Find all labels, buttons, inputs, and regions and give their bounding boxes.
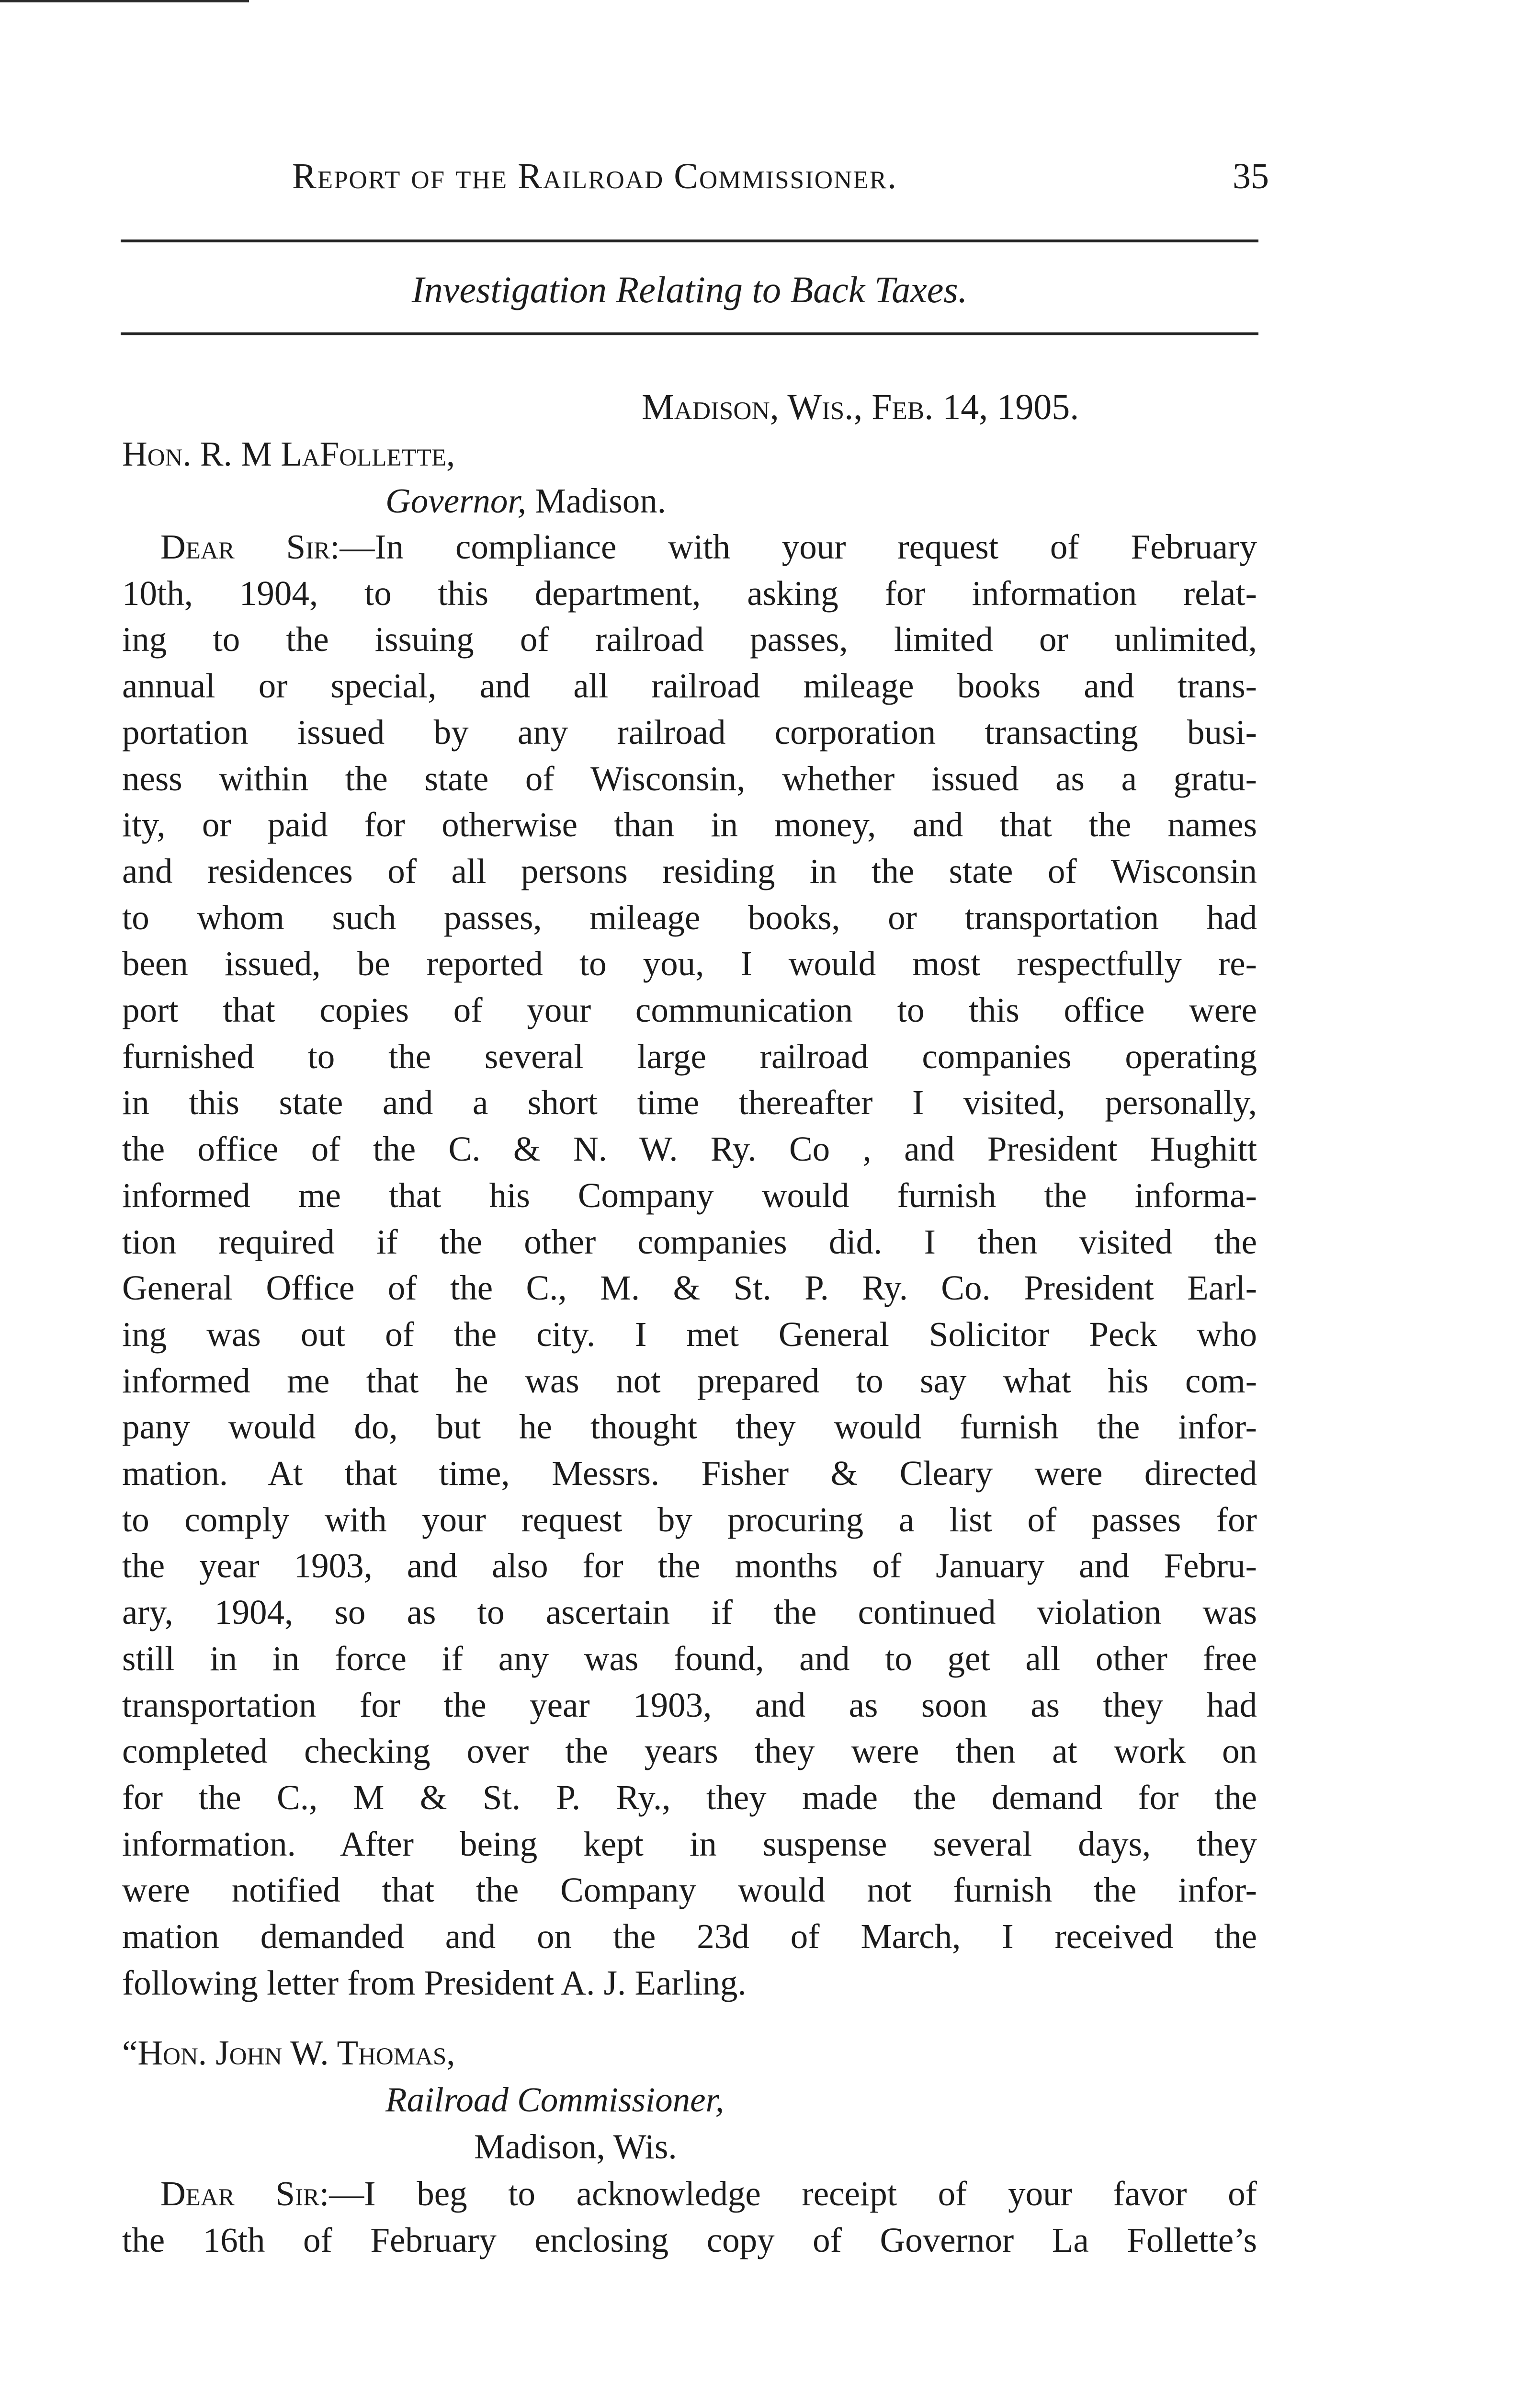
letter-line: ness within the state of Wisconsin, whether issued as a gratu- — [122, 759, 1257, 798]
quoted-letter-body — [122, 2171, 1257, 2263]
section-title: Investigation Relating to Back Taxes. — [411, 269, 968, 310]
quoted-letter-addressee-city: Madison, Wis. — [474, 2127, 677, 2166]
letter-line: been issued, be reported to you, I would most respectfully re- — [122, 944, 1257, 983]
quoted-letter-line-text: —I beg to acknowledge receipt of your favor of — [329, 2174, 1257, 2213]
quoted-letter-salutation: Dear Sir: — [160, 2174, 329, 2213]
page-header — [283, 152, 1269, 210]
running-head: Report of the Railroad Commissioner. — [292, 156, 898, 196]
quoted-letter-addressee-title: Railroad Commissioner, — [385, 2080, 725, 2119]
letter-line: port that copies of your communication to this office were — [122, 991, 1257, 1030]
letter-line: ity, or paid for otherwise than in money, and that the names — [122, 805, 1257, 844]
title-rule-bottom — [121, 332, 1258, 335]
letter-addressee-title — [385, 477, 666, 525]
letter-line: informed me that his Company would furnish the informa- — [122, 1175, 1257, 1215]
letter-line: portation issued by any railroad corporation transacting busi- — [122, 712, 1257, 752]
letter-line: were notified that the Company would not furnish the infor- — [122, 1870, 1257, 1910]
letter-line: and residences of all persons residing in the state of Wisconsin — [122, 851, 1257, 890]
letter-line: ing was out of the city. I met General Solicitor Peck who — [122, 1314, 1257, 1354]
quoted-letter-addressee-name: “Hon. John W. Thomas, — [122, 2033, 455, 2072]
letter-line: General Office of the C., M. & St. P. Ry. Co. President Earl- — [122, 1268, 1257, 1308]
letter-body — [122, 524, 1257, 2007]
letter-line: ing to the issuing of railroad passes, limited or unlimited, — [122, 620, 1257, 659]
letter-dateline: Madison, Wis., Feb. 14, 1905. — [642, 387, 1079, 427]
letter-line: informed me that he was not prepared to say what his com- — [122, 1361, 1257, 1400]
quoted-letter-addressee — [122, 2029, 455, 2077]
title-rule-top — [121, 240, 1258, 242]
letter-line: pany would do, but he thought they would furnish the infor- — [122, 1407, 1257, 1447]
letter-addressee-role: Governor, — [385, 481, 526, 520]
quoted-letter-line: the 16th of February enclosing copy of Governor La Follette’s — [122, 2220, 1257, 2259]
letter-line: to whom such passes, mileage books, or transportation had — [122, 898, 1257, 937]
quoted-letter-line — [122, 2171, 1257, 2217]
letter-line: to comply with your request by procuring a list of passes for — [122, 1500, 1257, 1539]
letter-line: following letter from President A. J. Earling. — [122, 1963, 747, 2002]
letter-line: furnished to the several large railroad companies operating — [122, 1037, 1257, 1076]
letter-line: mation demanded and on the 23d of March, I received the — [122, 1917, 1257, 1956]
letter-line: information. After being kept in suspense several days, they — [122, 1824, 1257, 1863]
letter-line: annual or special, and all railroad mileage books and trans- — [122, 666, 1257, 706]
letter-line: the year 1903, and also for the months of January and Febru- — [122, 1546, 1257, 1585]
letter-addressee: Hon. R. M LaFollette, — [122, 434, 455, 473]
letter-line: for the C., M & St. P. Ry., they made the demand for the — [122, 1778, 1257, 1817]
letter-line: still in in force if any was found, and to get all other free — [122, 1639, 1257, 1678]
page-number: 35 — [1233, 156, 1269, 196]
letter-line: in this state and a short time thereafter I visited, personally, — [122, 1083, 1257, 1122]
letter-line: completed checking over the years they were then at work on — [122, 1732, 1257, 1771]
letter-addressee-city: Madison. — [526, 481, 666, 520]
letter-line: tion required if the other companies did. I then visited the — [122, 1222, 1257, 1261]
letter-line-text: —In compliance with your request of February — [340, 527, 1257, 566]
letter-line: the office of the C. & N. W. Ry. Co , and President Hughitt — [122, 1129, 1257, 1169]
letter-line: transportation for the year 1903, and as soon as they had — [122, 1685, 1257, 1724]
letter-salutation: Dear Sir: — [160, 527, 340, 566]
letter-line: 10th, 1904, to this department, asking for information relat- — [122, 573, 1257, 613]
letter-line: mation. At that time, Messrs. Fisher & Cleary were directed — [122, 1454, 1257, 1493]
letter-line — [122, 524, 1257, 570]
letter-line: ary, 1904, so as to ascertain if the continued violation was — [122, 1593, 1257, 1632]
scan-edge-mark — [0, 0, 249, 2]
